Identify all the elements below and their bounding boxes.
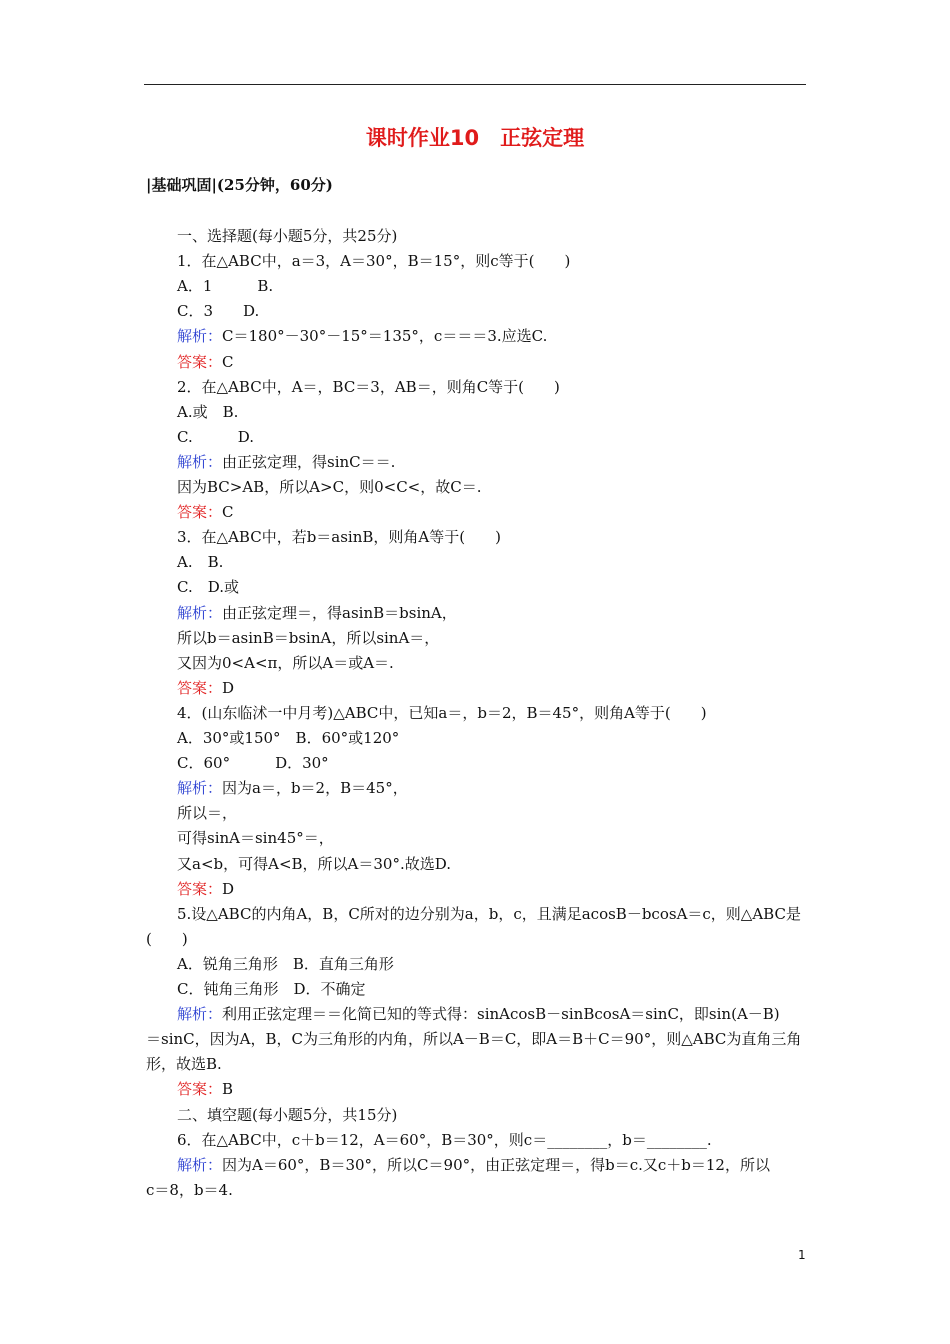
text-line bbox=[177, 701, 707, 726]
line-text: 2．在△ABC中，A＝，BC＝3，AB＝，则角C等于( ) bbox=[177, 377, 560, 396]
line-text: D bbox=[222, 678, 235, 697]
line-text: C＝180°－30°－15°＝135°，c＝＝＝3.应选C. bbox=[222, 327, 548, 346]
answer-line bbox=[177, 1077, 233, 1102]
text-line bbox=[177, 902, 801, 927]
line-text: 可得sinA＝sin45°＝， bbox=[177, 829, 334, 848]
line-text: A．30°或150° B．60°或120° bbox=[177, 729, 400, 747]
analysis-line bbox=[177, 324, 547, 349]
line-text: 5.设△ABC的内角A，B，C所对的边分别为a，b，c，且满足acosB－bcosA＝c，则△ABC是 bbox=[177, 904, 801, 923]
analysis-label: 解析： bbox=[177, 1155, 223, 1174]
text-line bbox=[177, 274, 273, 299]
answer-line bbox=[177, 500, 234, 525]
line-text: 由正弦定理，得sinC＝＝. bbox=[222, 452, 396, 471]
answer-line bbox=[177, 676, 234, 701]
line-text: D bbox=[222, 879, 235, 898]
text-line bbox=[146, 927, 188, 952]
text-line bbox=[177, 249, 570, 274]
text-line bbox=[177, 1103, 397, 1128]
text-line bbox=[177, 751, 329, 776]
text-line bbox=[146, 1027, 801, 1052]
line-text: C. D.或 bbox=[177, 578, 239, 597]
text-line bbox=[177, 400, 238, 425]
text-line bbox=[177, 475, 481, 500]
text-line bbox=[177, 977, 366, 1002]
analysis-label: 解析： bbox=[177, 779, 223, 798]
line-text: 因为a＝，b＝2，B＝45°， bbox=[222, 779, 408, 798]
analysis-line bbox=[177, 450, 395, 475]
text-line bbox=[177, 852, 451, 877]
line-text: 利用正弦定理＝＝化简已知的等式得：sinAcosB－sinBcosA＝sinC，即sin(A－B) bbox=[222, 1005, 780, 1024]
line-text: c＝8，b＝4. bbox=[146, 1180, 233, 1199]
line-text: 又因为0<A<π，所以A＝或A＝. bbox=[177, 653, 394, 672]
answer-label: 答案： bbox=[177, 1080, 223, 1099]
text-line bbox=[177, 952, 394, 977]
line-text: 3．在△ABC中，若b＝asinB，则角A等于( ) bbox=[177, 528, 501, 547]
text-line bbox=[177, 575, 239, 600]
answer-label: 答案： bbox=[177, 352, 223, 371]
line-text: ( ) bbox=[146, 929, 188, 948]
analysis-label: 解析： bbox=[177, 452, 223, 471]
line-text: 6．在△ABC中，c＋b＝12，A＝60°，B＝30°，则c＝________，b＝________. bbox=[177, 1130, 712, 1149]
line-text: 一、选择题(每小题5分，共25分) bbox=[177, 227, 398, 245]
text-line bbox=[177, 1128, 712, 1153]
line-text: 由正弦定理＝，得asinB＝bsinA， bbox=[222, 603, 457, 622]
analysis-label: 解析： bbox=[177, 1005, 223, 1024]
line-text: B bbox=[222, 1080, 234, 1099]
line-text: 4．(山东临沭一中月考)△ABC中，已知a＝，b＝2，B＝45°，则角A等于( ) bbox=[177, 703, 707, 722]
text-line bbox=[177, 726, 399, 751]
page-title: 课时作业10 正弦定理 bbox=[365, 126, 585, 150]
page-number: 1 bbox=[798, 1248, 806, 1262]
answer-label: 答案： bbox=[177, 503, 223, 522]
analysis-label: 解析： bbox=[177, 327, 223, 346]
answer-label: 答案： bbox=[177, 678, 223, 697]
line-text: C．60° D．30° bbox=[177, 754, 329, 773]
text-line bbox=[177, 826, 334, 851]
line-text: C. D. bbox=[177, 427, 254, 446]
line-text: 又a<b，可得A<B，所以A＝30°.故选D. bbox=[177, 854, 451, 873]
text-line bbox=[177, 626, 439, 651]
line-text: 因为BC>AB，所以A>C，则0<C<，故C＝. bbox=[177, 478, 482, 496]
analysis-line bbox=[177, 776, 408, 801]
text-line bbox=[177, 525, 501, 550]
line-text: C bbox=[222, 352, 234, 371]
answer-line bbox=[177, 877, 234, 902]
text-line bbox=[177, 550, 223, 575]
text-line bbox=[177, 801, 237, 826]
text-line bbox=[146, 1178, 233, 1203]
line-text: A．锐角三角形 B．直角三角形 bbox=[177, 954, 394, 973]
section-heading: |基础巩固|(25分钟，60分) bbox=[146, 176, 333, 194]
text-line bbox=[177, 375, 560, 400]
header-rule bbox=[144, 84, 806, 85]
text-line bbox=[146, 1052, 222, 1077]
line-text: 所以b＝asinB＝bsinA，所以sinA＝， bbox=[177, 628, 440, 647]
text-line bbox=[177, 425, 254, 450]
line-text: 所以＝， bbox=[177, 804, 238, 823]
line-text: A.或 B. bbox=[177, 402, 239, 421]
text-line bbox=[177, 299, 259, 324]
line-text: C．钝角三角形 D．不确定 bbox=[177, 980, 366, 998]
analysis-label: 解析： bbox=[177, 603, 223, 622]
line-text: 二、填空题(每小题5分，共15分) bbox=[177, 1105, 398, 1124]
line-text: 形，故选B. bbox=[146, 1055, 222, 1074]
answer-line bbox=[177, 350, 234, 375]
line-text: A. B. bbox=[177, 553, 224, 572]
line-text: 因为A＝60°，B＝30°，所以C＝90°，由正弦定理＝，得b＝c.又c＋b＝12，所以 bbox=[222, 1155, 770, 1174]
analysis-line bbox=[177, 1002, 780, 1027]
line-text: ＝sinC，因为A，B，C为三角形的内角，所以A－B＝C，即A＝B＋C＝90°，则△ABC为直角三角 bbox=[146, 1030, 802, 1049]
line-text: C bbox=[222, 503, 234, 522]
text-line bbox=[177, 224, 397, 249]
analysis-line bbox=[177, 601, 457, 626]
text-line bbox=[177, 651, 394, 676]
line-text: C．3 D. bbox=[177, 302, 260, 321]
line-text: A．1 B. bbox=[177, 277, 274, 296]
analysis-line bbox=[177, 1153, 770, 1178]
line-text: 1．在△ABC中，a＝3，A＝30°，B＝15°，则c等于( ) bbox=[177, 252, 571, 271]
answer-label: 答案： bbox=[177, 879, 223, 898]
